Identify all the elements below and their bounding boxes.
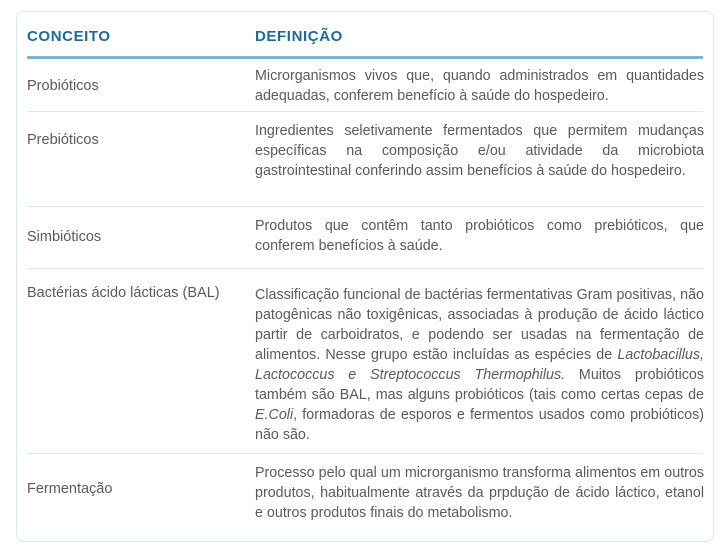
definition-cell: Processo pelo qual um microrganismo transforma alimentos em outros produtos, habitualmente através da prpdução de ácido láctico, etanol e outros produtos finais do metabolismo. [255, 465, 704, 521]
concept-cell: Bactérias ácido lácticas (BAL) [27, 285, 220, 301]
concept-cell: Fermentação [27, 481, 113, 497]
table-row [27, 207, 703, 269]
definition-italic-text: Lactobacillus, Lactococcus e Streptococcus Thermophilus. [255, 347, 704, 383]
definition-text: , formadoras de esporos e fermentos usados como probióticos) não são. [255, 407, 704, 443]
glossary-table [27, 12, 703, 542]
definition-text: Classificação funcional de bactérias fermentativas Gram positivas, não patogênicas não toxigênicas, associadas à produção de ácido láctico partir de carboidratos, e podendo ser usadas na fermentação de alimentos. Nesse grupo estão incluídas as espécies de [255, 287, 704, 363]
header-definition: DEFINIÇÃO [255, 28, 343, 45]
header-concept: CONCEITO [27, 28, 111, 45]
definition-cell: Produtos que contêm tanto probióticos como prebióticos, que conferem benefícios à saúde. [255, 218, 704, 254]
table-row [27, 454, 703, 542]
table-row [27, 59, 703, 112]
definition-italic-text: E.Coli [255, 407, 294, 423]
glossary-card [16, 11, 714, 542]
concept-cell: Prebióticos [27, 132, 99, 148]
definition-cell: Ingredientes seletivamente fermentados que permitem mudanças específicas na composição e/ou atividade da microbiota gastrointestinal conferindo assim benefícios à saúde do hospedeiro. [255, 123, 704, 179]
concept-cell: Simbióticos [27, 229, 102, 245]
table-row [27, 269, 703, 454]
definition-cell [255, 269, 704, 445]
definition-text: Muitos probióticos também são BAL, mas alguns probióticos (tais como certas cepas de [255, 367, 704, 403]
definition-cell: Microrganismos vivos que, quando administrados em quantidades adequadas, conferem benefício à saúde do hospedeiro. [255, 68, 704, 104]
table-header [27, 12, 703, 59]
table-row [27, 112, 703, 207]
concept-cell: Probióticos [27, 78, 99, 94]
